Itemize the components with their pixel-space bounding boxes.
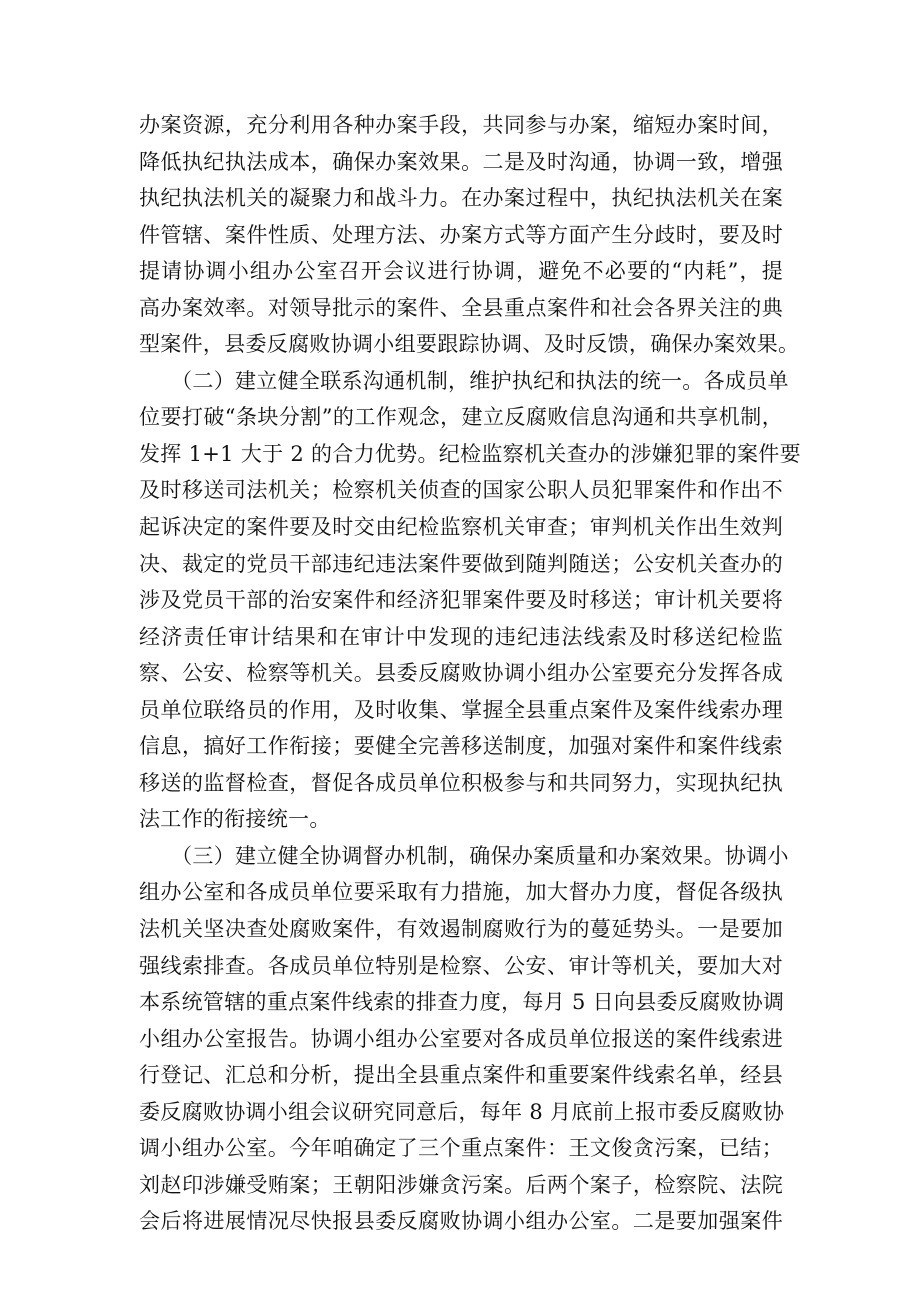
text-line: 件管辖、案件性质、处理方法、办案方式等方面产生分歧时，要及时: [139, 222, 783, 247]
text-line: 及时移送司法机关；检察机关侦查的国家公职人员犯罪案件和作出不: [139, 478, 783, 503]
text-line: 经济责任审计结果和在审计中发现的违纪违法线索及时移送纪检监: [139, 624, 783, 649]
text-line: 察、公安、检察等机关。县委反腐败协调小组办公室要充分发挥各成: [139, 661, 783, 686]
text-line: 型案件，县委反腐败协调小组要跟踪协调、及时反馈，确保办案效果。: [139, 332, 800, 357]
text-line: 会后将进展情况尽快报县委反腐败协调小组办公室。二是要加强案件: [139, 1209, 783, 1234]
text-line: （二）建立健全联系沟通机制，维护执纪和执法的统一。各成员单: [139, 368, 789, 393]
text-line: 小组办公室报告。协调小组办公室要对各成员单位报送的案件线索进: [139, 1026, 783, 1051]
text-line: 执纪执法机关的凝聚力和战斗力。在办案过程中，执纪执法机关在案: [139, 186, 783, 211]
text-line: 高办案效率。对领导批示的案件、全县重点案件和社会各界关注的典: [139, 295, 783, 320]
text-line: 委反腐败协调小组会议研究同意后，每年 8 月底前上报市委反腐败协: [139, 1099, 785, 1124]
text-line-paragraph-end: 法工作的衔接统一。: [139, 807, 331, 832]
text-line: 降低执纪执法成本，确保办案效果。二是及时沟通，协调一致，增强: [139, 149, 783, 174]
text-line: 移送的监督检查，督促各成员单位积极参与和共同努力，实现执纪执: [139, 770, 783, 795]
text-line: 提请协调小组办公室召开会议进行协调，避免不必要的“内耗”，提: [139, 259, 783, 284]
text-line: 位要打破“条块分割”的工作观念，建立反腐败信息沟通和共享机制，: [139, 405, 783, 430]
text-line: 调小组办公室。今年咱确定了三个重点案件：王文俊贪污案，已结；: [139, 1136, 783, 1161]
text-line: 办案资源，充分利用各种办案手段，共同参与办案，缩短办案时间，: [139, 113, 783, 137]
text-line: 信息，搞好工作衔接；要健全完善移送制度，加强对案件和案件线索: [139, 734, 783, 759]
text-line: （三）建立健全协调督办机制，确保办案质量和办案效果。协调小: [139, 843, 789, 868]
text-line: 法机关坚决查处腐败案件，有效遏制腐败行为的蔓延势头。一是要加: [139, 917, 783, 942]
text-line: 发挥 1+1 大于 2 的合力优势。纪检监察机关查办的涉嫌犯罪的案件要: [139, 441, 801, 466]
text-line: 起诉决定的案件要及时交由纪检监察机关审查；审判机关作出生效判: [139, 515, 783, 540]
text-line: 决、裁定的党员干部违纪违法案件要做到随判随送；公安机关查办的: [139, 551, 783, 576]
text-line: 本系统管辖的重点案件线索的排查力度，每月 5 日向县委反腐败协调: [139, 990, 785, 1015]
text-line: 员单位联络员的作用，及时收集、掌握全县重点案件及案件线索办理: [139, 697, 783, 722]
text-line: 刘赵印涉嫌受贿案；王朝阳涉嫌贪污案。后两个案子，检察院、法院: [139, 1172, 783, 1197]
text-line: 组办公室和各成员单位要采取有力措施，加大督办力度，督促各级执: [139, 880, 783, 905]
text-line: 行登记、汇总和分析，提出全县重点案件和重要案件线索名单，经县: [139, 1063, 783, 1088]
text-line: 涉及党员干部的治安案件和经济犯罪案件要及时移送；审计机关要将: [139, 588, 783, 613]
document-body: [139, 107, 801, 1240]
text-line: 强线索排查。各成员单位特别是检察、公安、审计等机关，要加大对: [139, 953, 783, 978]
